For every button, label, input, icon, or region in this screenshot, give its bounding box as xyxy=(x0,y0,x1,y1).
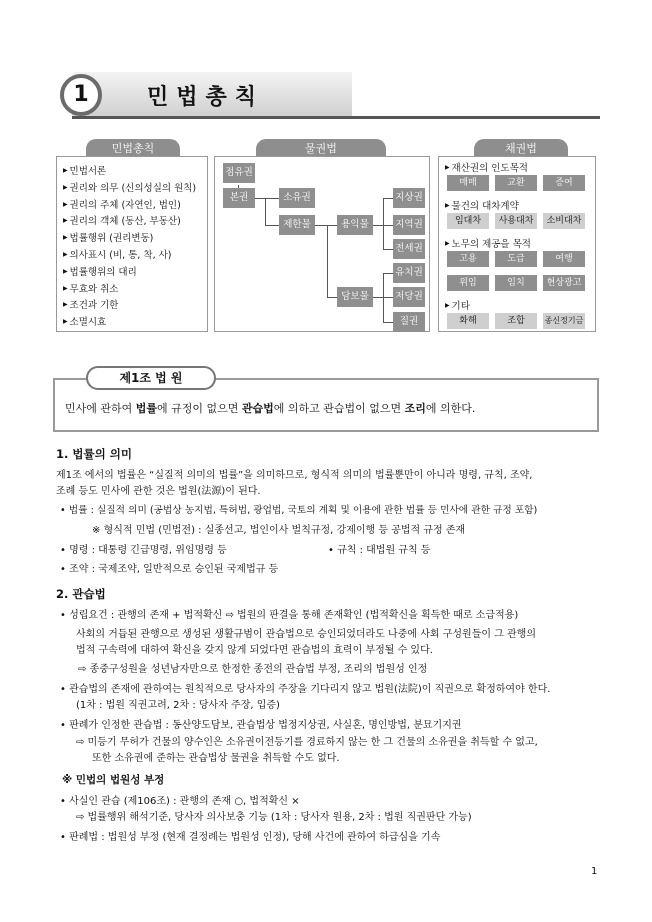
chapter-underline xyxy=(72,116,600,119)
overview-right-header: 채권법 xyxy=(474,139,568,159)
group-label: ▶ 물건의 대차계약 xyxy=(445,198,519,212)
node-jiyeok: 지역권 xyxy=(393,215,425,235)
list-item: ▶ 민법서론 xyxy=(63,163,207,180)
chip: 교환 xyxy=(495,175,537,191)
chip: 현상광고 xyxy=(543,275,585,291)
chip: 사용대차 xyxy=(495,213,537,229)
chapter-header xyxy=(52,70,600,120)
page-number: 1 xyxy=(591,866,598,877)
tree-line xyxy=(327,225,328,297)
chip: 위임 xyxy=(447,275,489,291)
node-yongik: 용익물권 xyxy=(337,215,373,235)
chip: 소비대차 xyxy=(543,213,585,229)
overview-left-list xyxy=(57,157,207,331)
section2-heading: 2. 관습법 xyxy=(56,587,106,601)
tree-line xyxy=(373,225,393,226)
note: ※ 형식적 민법 (민법전) : 실종선고, 법인이사 벌칙규정, 강제이행 등 공법적 규정 존재 xyxy=(92,525,466,536)
bullet: • 판례가 인정한 관습법 : 동산양도담보, 관습법상 법정지상권, 사실혼, 명인방법, 분묘기지권 xyxy=(60,720,462,731)
node-jehan: 제한물권 xyxy=(279,215,315,235)
tree-line xyxy=(383,273,393,274)
bullet: • 규칙 : 대법원 규칙 등 xyxy=(328,545,431,556)
list-item: ▶ 무효와 취소 xyxy=(63,281,207,298)
list-item: ▶ 권리와 의무 (신의성실의 원칙) xyxy=(63,180,207,197)
chip: 화해 xyxy=(447,313,489,329)
tree-line xyxy=(383,322,393,323)
overview-right-box xyxy=(438,156,596,332)
chip: 종신정기금 xyxy=(543,313,585,329)
chapter-number: 1 xyxy=(60,74,102,116)
list-item: ▶ 법률행위의 대리 xyxy=(63,264,207,281)
overview-left-box xyxy=(56,156,208,332)
group-label: ▶ 노무의 제공을 목적 xyxy=(445,236,531,250)
bullet: • 관습법의 존재에 관하여는 원칙적으로 당사자의 주장을 기다리지 않고 법원(法院)이 직권으로 확정하여야 한다. xyxy=(60,684,551,695)
list-item: ▶ 권리의 주체 (자연인, 법인) xyxy=(63,197,207,214)
overview-middle-header: 물권법 xyxy=(256,139,386,159)
node-jisang: 지상권 xyxy=(393,188,425,208)
tree-line xyxy=(373,297,393,298)
paragraph: 조례 등도 민사에 관한 것은 법원(法源)이 된다. xyxy=(56,486,261,497)
chip: 매매 xyxy=(447,175,489,191)
paragraph: (1차 : 법원 직권고려, 2차 : 당사자 주장, 입증) xyxy=(76,700,280,711)
bullet: • 조약 : 국제조약, 일반적으로 승인된 국제법규 등 xyxy=(60,564,279,575)
chip: 고용 xyxy=(447,251,489,267)
list-item: ▶ 권리의 객체 (동산, 부동산) xyxy=(63,213,207,230)
section1-heading: 1. 법률의 의미 xyxy=(56,447,132,461)
tree-line xyxy=(265,225,279,226)
tree-line xyxy=(383,198,384,249)
article-text: 민사에 관하여 법률에 규정이 없으면 관습법에 의하고 관습법이 없으면 조리에 의한다. xyxy=(65,402,476,415)
paragraph: ⇨ 종중구성원을 성년남자만으로 한정한 종전의 관습법 부정, 조리의 법원성 인정 xyxy=(78,664,428,675)
chip: 도급 xyxy=(495,251,537,267)
bullet: • 법률 : 실질적 의미 (공법상 농지법, 특허법, 광업법, 국토의 계획 및 이용에 관한 법률 등 민사에 관한 규정 포함) xyxy=(60,505,538,516)
paragraph: 법적 구속력에 대하여 확신을 갖지 않게 되었다면 관습법의 효력이 부정될 수 있다. xyxy=(76,645,433,656)
tree-line xyxy=(327,297,337,298)
node-jeodang: 저당권 xyxy=(393,287,425,307)
list-item: ▶ 의사표시 (비, 통, 착, 사) xyxy=(63,247,207,264)
bullet: • 명령 : 대통령 긴급명령, 위임명령 등 xyxy=(60,545,227,556)
node-jeonse: 전세권 xyxy=(393,239,425,259)
paragraph: 제1조 에서의 법률은 “실질적 의미의 법률”을 의미하므로, 형식적 의미의 법률뿐만이 아니라 명령, 규칙, 조약, xyxy=(56,470,533,481)
bullet: • 사실인 관습 (제106조) : 관행의 존재 ○, 법적확신 × xyxy=(60,796,300,807)
node-jil: 질권 xyxy=(393,312,425,332)
tree-line xyxy=(383,249,393,250)
bullet: • 성립요건 : 관행의 존재 + 법적확신 ⇨ 법원의 판결을 통해 존재확인 (법적확신을 획득한 때로 소급적용) xyxy=(60,610,519,621)
chip: 임대차 xyxy=(447,213,489,229)
node-bon: 본권 xyxy=(223,188,255,208)
tree-line xyxy=(383,198,393,199)
list-item: ▶ 조건과 기한 xyxy=(63,297,207,314)
article-tab: 제1조 법 원 xyxy=(86,366,216,390)
paragraph: 사회의 거듭된 관행으로 생성된 생활규범이 관습법으로 승인되었더라도 나중에 사회 구성원들이 그 관행의 xyxy=(76,629,537,640)
bullet: • 판례법 : 법원성 부정 (현재 결정례는 법원성 인정), 당해 사건에 관하여 하급심을 기속 xyxy=(60,832,441,843)
chip: 증여 xyxy=(543,175,585,191)
list-item: ▶ 소멸시효 xyxy=(63,314,207,331)
chip: 여행 xyxy=(543,251,585,267)
chapter-title: 민법총칙 xyxy=(147,85,265,110)
group-label: ▶ 재산권의 인도목적 xyxy=(445,160,528,174)
node-dambo: 담보물권 xyxy=(337,287,373,307)
chip: 임치 xyxy=(495,275,537,291)
paragraph: 또한 소유권에 준하는 관습법상 물권을 취득할 수도 없다. xyxy=(92,753,340,764)
list-item: ▶ 법률행위 (권리변동) xyxy=(63,230,207,247)
overview-left-header: 민법총칙 xyxy=(86,139,180,159)
group-label: ▶ 기타 xyxy=(445,298,470,312)
tree-line xyxy=(265,198,266,226)
node-soyu: 소유권 xyxy=(279,188,315,208)
tree-line xyxy=(315,225,337,226)
node-yuchi: 유치권 xyxy=(393,263,425,283)
tree-line xyxy=(383,273,384,323)
section3-heading: ※ 민법의 법원성 부정 xyxy=(62,774,165,786)
node-jeomyu: 점유권 xyxy=(223,163,255,183)
overview-middle-box xyxy=(214,156,430,332)
paragraph: ⇨ 법률행위 해석기준, 당사자 의사보충 기능 (1차 : 당사자 원용, 2차 : 법원 직권판단 가능) xyxy=(76,812,472,823)
chip: 조합 xyxy=(495,313,537,329)
paragraph: ⇨ 미등기 무허가 건물의 양수인은 소유권이전등기를 경료하지 않는 한 그 건물의 소유권을 취득할 수 없고, xyxy=(76,737,538,748)
